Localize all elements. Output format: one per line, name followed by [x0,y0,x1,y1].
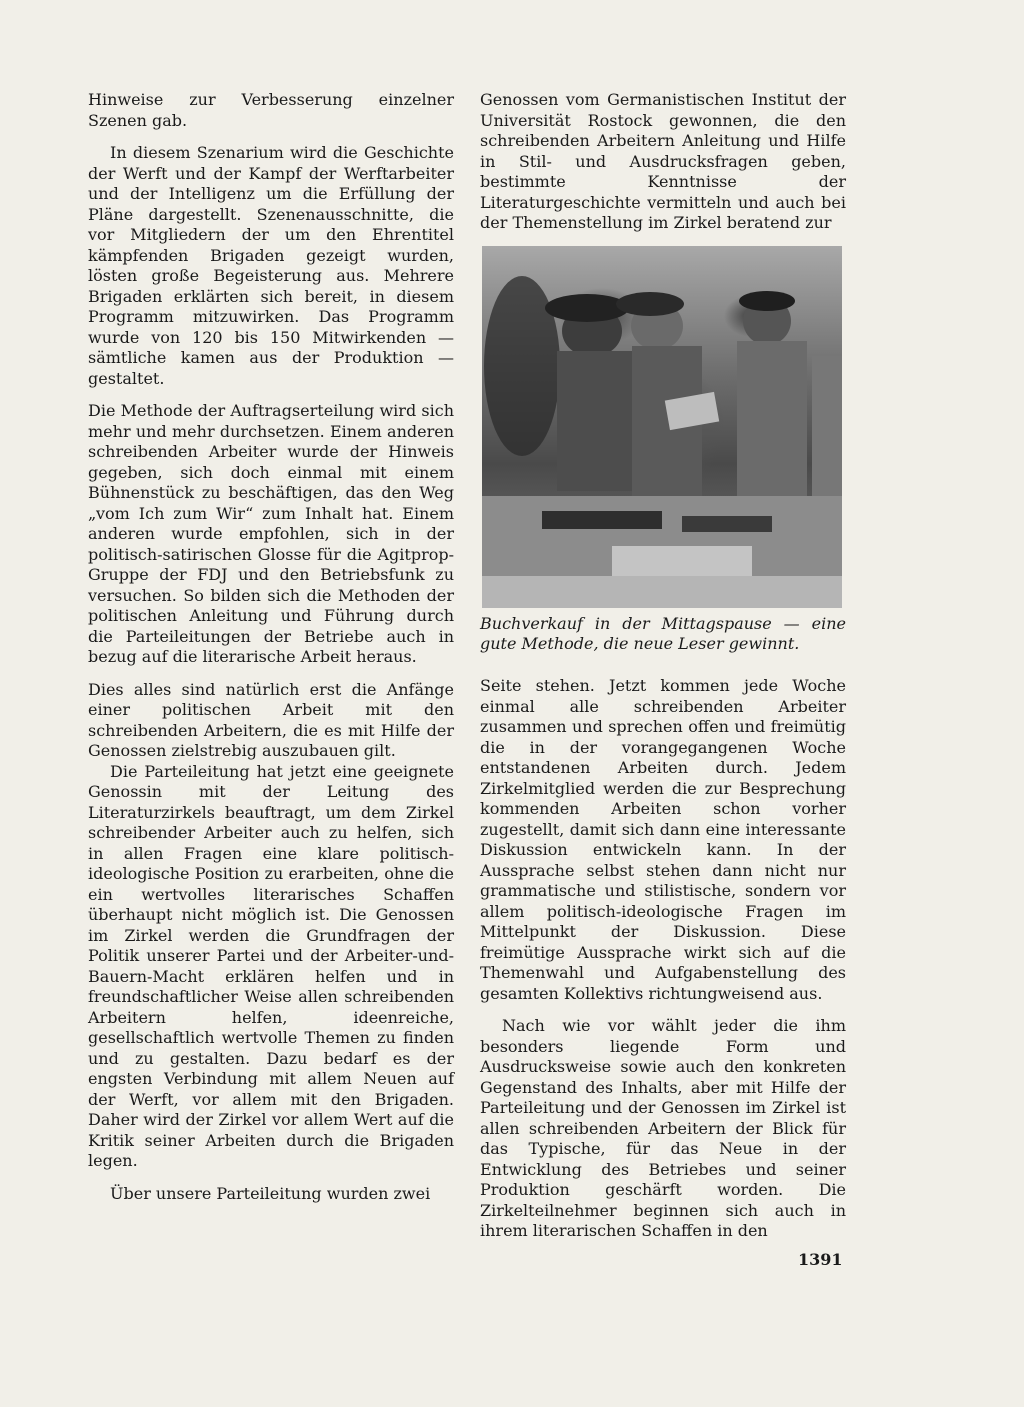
right-column [480,90,846,246]
paragraph: Genossen vom Germanistischen Institut der Universität Rostock gewonnen, die den schreibenden Arbeitern Anleitung und Hilfe in Stil- und Ausdrucksfragen geben, bestimmte Kenntnisse der Literaturgeschichte vermitteln und auch bei der Themenstellung im Zirkel beratend zur [480,90,846,232]
book-sale-photo [482,246,842,608]
paragraph: Seite stehen. Jetzt kommen jede Woche einmal alle schreibenden Arbeiter zusammen und sprechen offen und freimütig die in der vorangegangenen Woche entstandenen Arbeiten durch. Jedem Zirkelmitglied werden die zur Besprechung kommenden Arbeiten schon vorher zugestellt, damit sich dann eine interessante Diskussion entwickeln kann. In der Aussprache selbst stehen dann nicht nur grammatische und stilistische, sondern vor allem politisch-ideologische Fragen im Mittelpunkt der Diskussion. Diese freimütige Aussprache wirkt sich auf die Themenwahl und Aufgabenstellung des gesamten Kollektivs richtungweisend aus. [480,676,846,1003]
paragraph: Dies alles sind natürlich erst die Anfänge einer politischen Arbeit mit den schreibenden Arbeitern, die es mit Hilfe der Genossen zielstrebig auszubauen gilt. [88,679,454,760]
paragraph: Hinweise zur Verbesserung einzelner Szenen gab. [88,90,454,130]
photo-caption: Buchverkauf in der Mittagspause — eine gute Methode, die neue Leser gewinnt. [480,614,846,653]
photo-figures-illustration [482,246,842,608]
paragraph: Über unsere Parteileitung wurden zwei [110,1183,431,1203]
right-column-continued [480,676,846,1254]
page-number: 1391 [798,1250,843,1269]
paragraph: Die Methode der Auftragserteilung wird sich mehr und mehr durchsetzen. Einem anderen schreibenden Arbeiter wurde der Hinweis gegeben, sich doch einmal mit einem Bühnenstück zu beschäftigen, das den Weg „vom Ich zum Wir“ zum Inhalt hat. Einem anderen wurde empfohlen, sich in der politisch-satirischen Glosse für die Agitprop-Gruppe der FDJ und den Betriebsfunk zu versuchen. So bilden sich die Methoden der politischen Anleitung und Führung durch die Parteileitungen der Betriebe auch in bezug auf die literarische Arbeit heraus. [88,401,454,666]
paragraph: Nach wie vor wählt jeder die ihm besonders liegende Form und Ausdrucksweise sowie auch den konkreten Gegenstand des Inhalts, aber mit Hilfe der Parteileitung und der Genossen im Zirkel ist allen schreibenden Arbeitern der Blick für das Typische, für das Neue in der Entwicklung des Betriebes und seiner Produktion geschärft worden. Die Zirkelteilnehmer beginnen sich auch in ihrem literarischen Schaffen in den [480,1016,846,1240]
paragraph: In diesem Szenarium wird die Geschichte der Werft und der Kampf der Werftarbeiter und der Intelligenz um die Erfüllung der Pläne dargestellt. Szenenausschnitte, die vor Mitgliedern der um den Ehrentitel kämpfenden Brigaden gezeigt wurden, lösten große Begeisterung aus. Mehrere Brigaden erklärten sich bereit, in diesem Programm mitzuwirken. Das Programm wurde von 120 bis 150 Mitwirkenden — sämtliche kamen aus der Produktion — gestaltet. [88,143,454,388]
left-column [88,90,454,1216]
paragraph: Die Parteileitung hat jetzt eine geeignete Genossin mit der Leitung des Literaturzirkels beauftragt, um dem Zirkel schreibender Arbeiter auch zu helfen, sich in allen Fragen eine klare politisch-ideologische Position zu erarbeiten, ohne die ein wertvolles literarisches Schaffen überhaupt nicht möglich ist. Die Genossen im Zirkel werden die Grundfragen der Politik unserer Partei und der Arbeiter-und-Bauern-Macht erklären helfen und in freundschaftlicher Weise allen schreibenden Arbeitern helfen, ideenreiche, gesellschaftlich wertvolle Themen zu finden und zu gestalten. Dazu bedarf es der engsten Verbindung mit allem Neuen auf der Werft, vor allem mit den Brigaden. Daher wird der Zirkel vor allem Wert auf die Kritik seiner Arbeiten durch die Brigaden legen. [88,761,454,1170]
